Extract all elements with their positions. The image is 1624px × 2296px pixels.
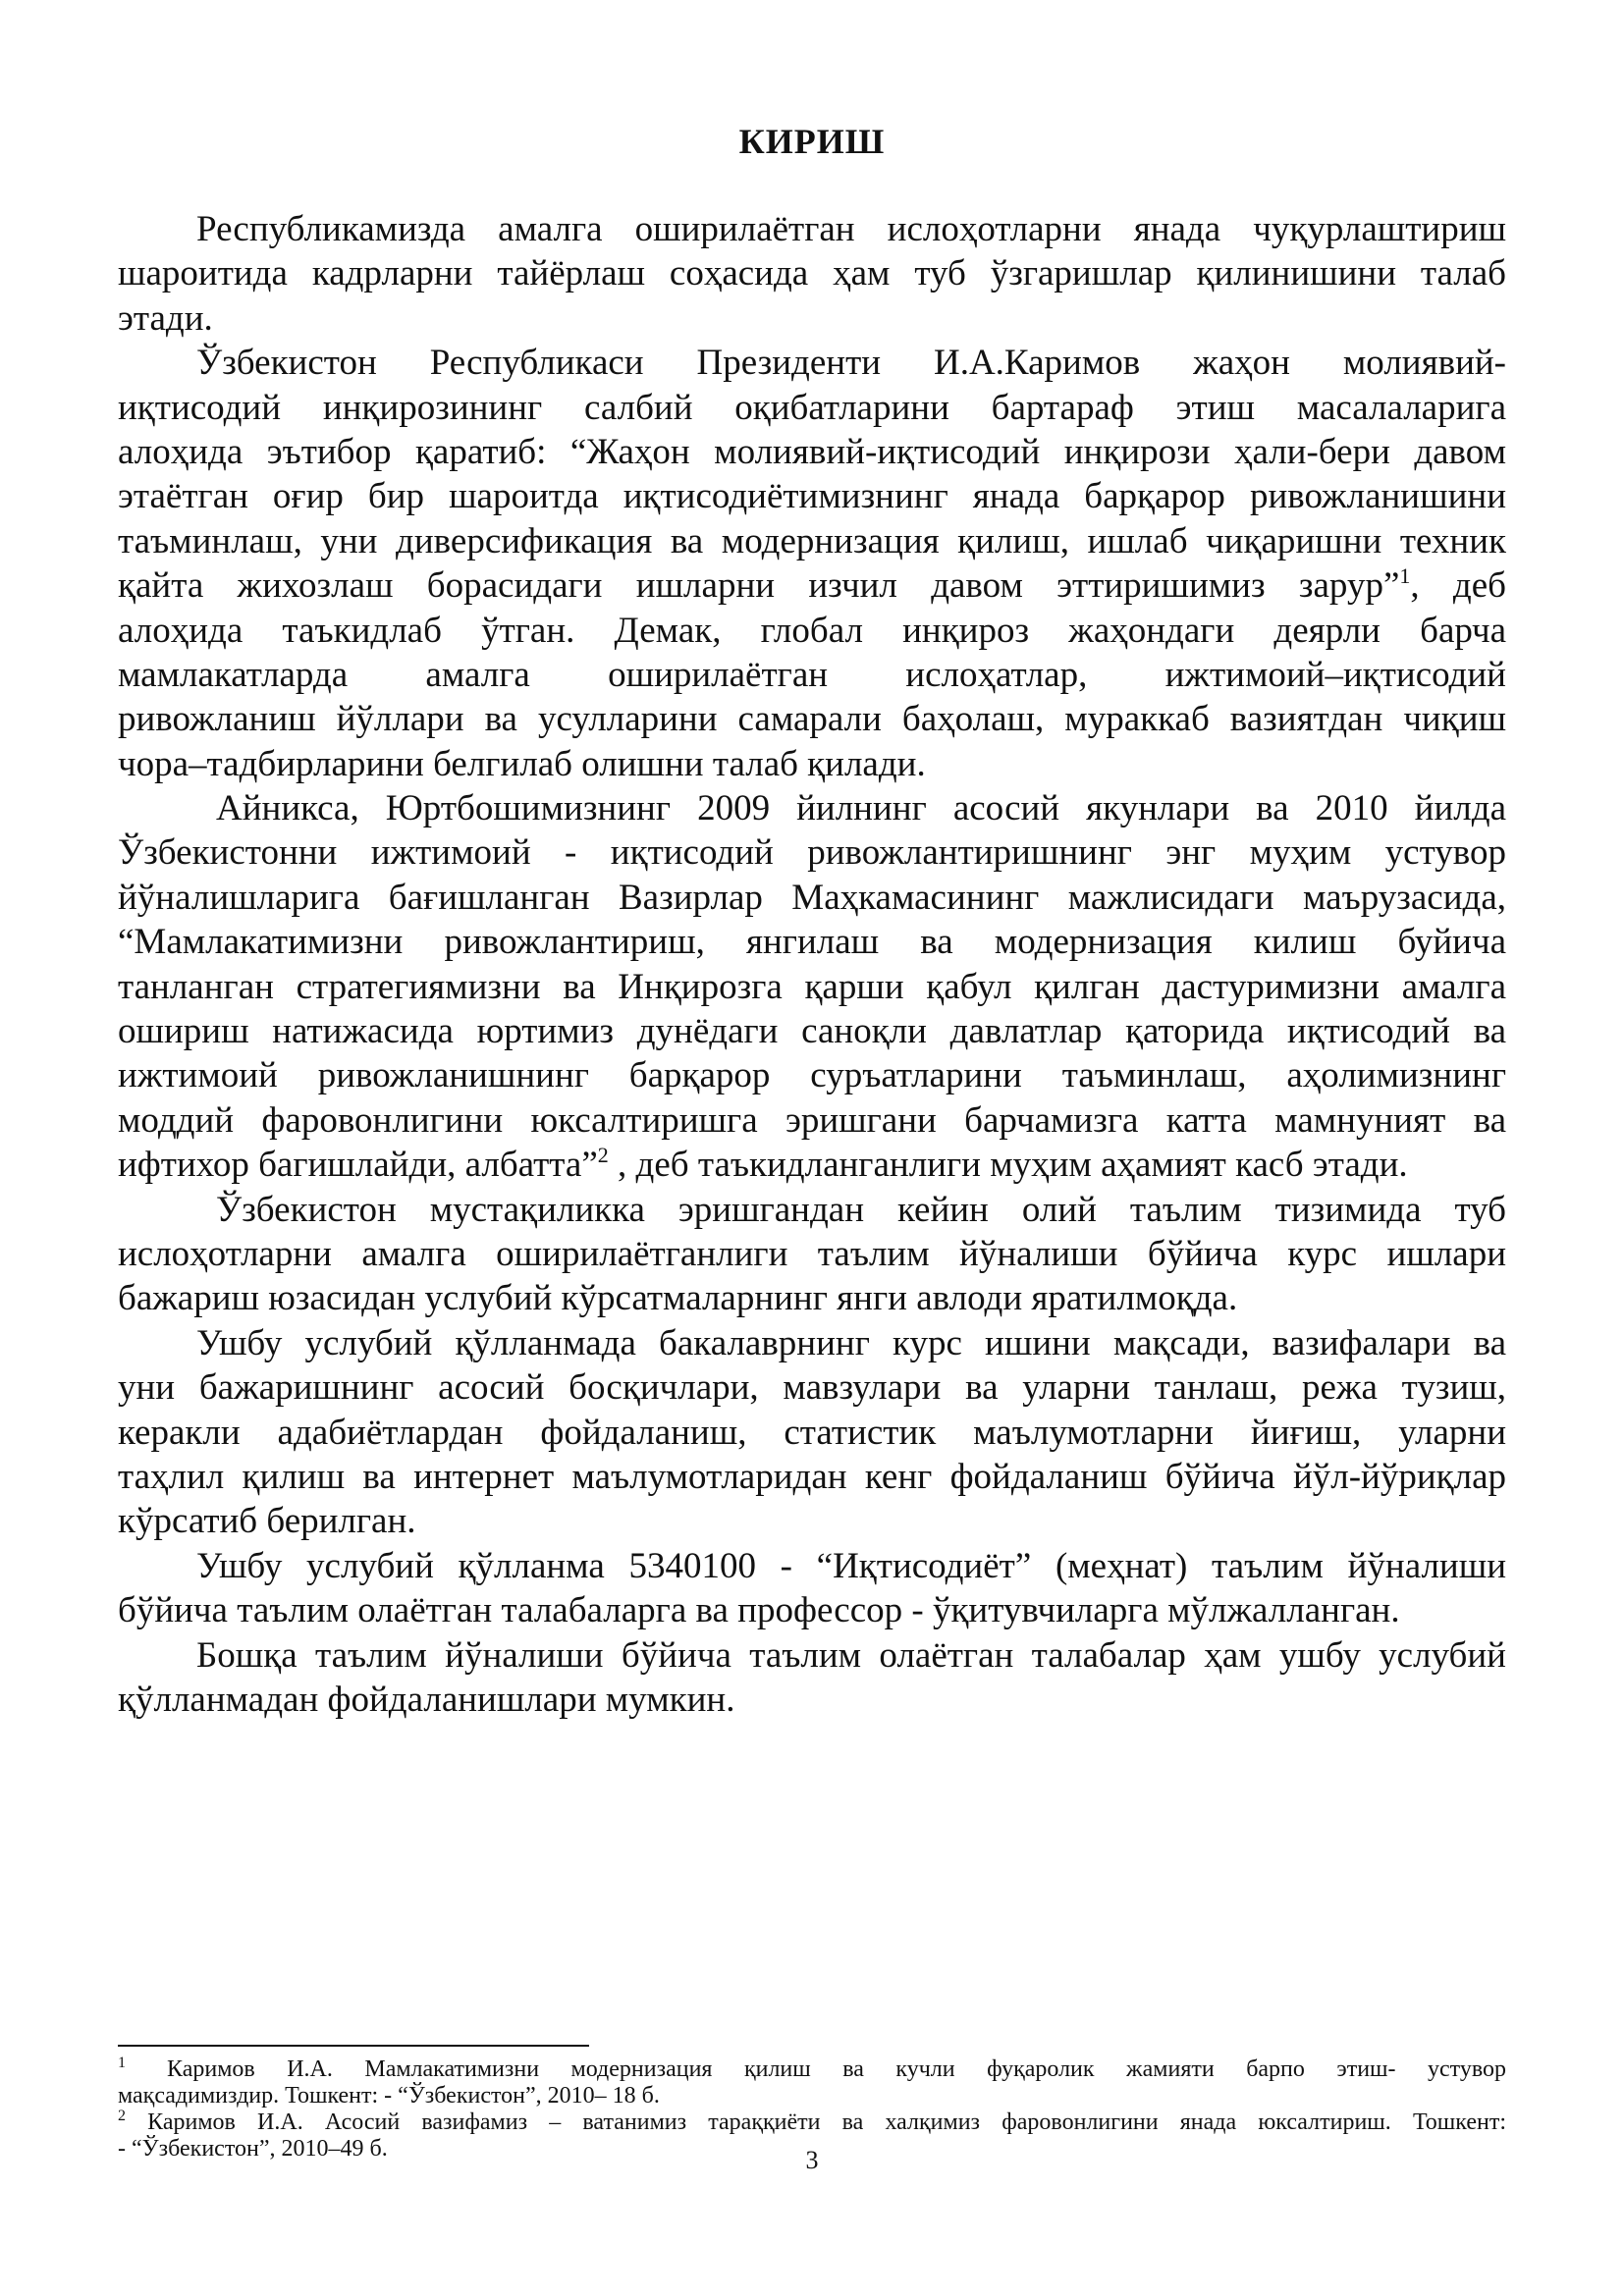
paragraph-line: бажариш юзасидан услубий кўрсатмаларнинг янги авлоди яратилмоқда.	[118, 1278, 1238, 1319]
paragraph-3	[118, 786, 1506, 1188]
footnote-text: Каримов И.А. Асосий вазифамиз – ватанимиз тараққиёти ва халқимиз фаровонлигини янада юксалтириш. Тошкент:	[126, 2109, 1506, 2135]
paragraph-line: бўйича таълим олаётган талабаларга ва профессор - ўқитувчиларга мўлжалланган.	[118, 1590, 1400, 1631]
footnote-text: Каримов И.А. Мамлакатимизни модернизация қилиш ва кучли фуқаролик жамияти барпо этиш- устувор	[167, 2056, 1506, 2082]
footnote-line	[118, 2109, 1506, 2136]
paragraph-7	[118, 1633, 1506, 1723]
paragraph-line: иқтисодий инқирозининг салбий оқибатларини бартараф этиш масалаларига	[118, 387, 1506, 428]
footnote-ref-2[interactable]: 2	[597, 1143, 609, 1168]
paragraph-line: ривожланиш йўллари ва усулларини самарали баҳолаш, мураккаб вазиятдан чиқиш	[118, 699, 1506, 740]
paragraph-line: ислоҳотларни амалга оширилаётганлиги таълим йўналиши бўйича курс ишлари	[118, 1233, 1506, 1274]
footnote-mark: 1	[118, 2055, 126, 2071]
text-fragment: ифтихор багишлайди, албатта”	[118, 1145, 598, 1186]
footnote-mark: 2	[118, 2108, 126, 2124]
text-fragment: қайта жихозлаш борасидаги ишларни изчил давом эттиришимиз зарур”	[118, 565, 1400, 607]
footnote-line: мақсадимиздир. Тошкент: - “Ўзбекистон”, 2010– 18 б.	[118, 2083, 660, 2109]
paragraph-line: Ўзбекистон мустақиликка эришгандан кейин олий таълим тизимида туб	[216, 1189, 1506, 1230]
paragraph-line: этаётган оғир бир шароитда иқтисодиётимизнинг янада барқарор ривожланишини	[118, 476, 1506, 517]
paragraph-line: керакли адабиётлардан фойдаланиш, статистик маълумотларни йиғиш, уларни	[118, 1412, 1506, 1453]
paragraph-line: йўналишларига бағишланган Вазирлар Маҳкамасининг мажлисидаги маърузасида,	[118, 877, 1506, 918]
paragraph-line: чора–тадбирларини белгилаб олишни талаб қилади.	[118, 743, 926, 784]
paragraph-line: алоҳида таъкидлаб ўтган. Демак, глобал инқироз жаҳондаги деярли барча	[118, 610, 1506, 651]
text-fragment: , деб таъкидланганлиги муҳим аҳамият касб этади.	[608, 1145, 1408, 1186]
paragraph-2	[118, 341, 1506, 786]
paragraph-line: таъминлаш, уни диверсификация ва модернизация қилиш, ишлаб чиқаришни техник	[118, 520, 1506, 561]
paragraph-line: Республикамизда амалга оширилаётган ислоҳотларни янада чуқурлаштириш	[196, 209, 1506, 249]
paragraph-4	[118, 1188, 1506, 1321]
paragraph-line: уни бажаришнинг асосий босқичлари, мавзулари ва уларни танлаш, режа тузиш,	[118, 1367, 1506, 1409]
paragraph-line: мамлакатларда амалга оширилаётган ислоҳатлар, ижтимоий–иқтисодий	[118, 654, 1506, 695]
paragraph-line: “Мамлакатимизни ривожлантириш, янгилаш ва модернизация килиш буйича	[118, 922, 1506, 963]
text-fragment: , деб	[1410, 565, 1506, 607]
paragraph-6	[118, 1544, 1506, 1633]
paragraph-line: Ўзбекистонни ижтимоий - иқтисодий ривожлантиришнинг энг муҳим устувор	[118, 832, 1506, 874]
paragraph-line: таҳлил қилиш ва интернет маълумотларидан кенг фойдаланиш бўйича йўл-йўриқлар	[118, 1456, 1506, 1497]
paragraph-line: шароитида кадрларни тайёрлаш соҳасида ҳам туб ўзгаришлар қилинишини талаб	[118, 253, 1506, 294]
paragraph-line: ошириш натижасида юртимиз дунёдаги саноқли давлатлар қаторида иқтисодий ва	[118, 1011, 1506, 1052]
paragraph-line-with-footnote	[118, 563, 1506, 608]
footnote-line: - “Ўзбекистон”, 2010–49 б.	[118, 2136, 388, 2162]
paragraph-line: моддий фаровонлигини юксалтиришга эришгани барчамизга катта мамнуният ва	[118, 1099, 1506, 1141]
paragraph-line: Бошқа таълим йўналиши бўйича таълим олаётган талабалар ҳам ушбу услубий	[196, 1634, 1506, 1676]
paragraph-line: кўрсатиб берилган.	[118, 1501, 416, 1542]
paragraph-5	[118, 1321, 1506, 1544]
paragraph-line: этади.	[118, 297, 213, 339]
paragraph-line: алоҳида эътибор қаратиб: “Жаҳон молиявий-иқтисодий инқирози ҳали-бери давом	[118, 431, 1506, 472]
page-title: КИРИШ	[738, 122, 886, 161]
footnote-line	[118, 2056, 1506, 2083]
footnote-separator	[118, 2045, 589, 2047]
footnote-ref-1[interactable]: 1	[1399, 563, 1411, 589]
paragraph-line: Ушбу услубий қўлланмада бакалаврнинг курс ишини мақсади, вазифалари ва	[196, 1322, 1506, 1363]
footnote-1	[118, 2056, 1506, 2109]
paragraph-line: Ушбу услубий қўлланма 5340100 - “Иқтисодиёт” (меҳнат) таълим йўналиши	[196, 1545, 1506, 1586]
paragraph-line: танланган стратегиямизни ва Инқирозга қарши қабул қилган дастуримизни амалга	[118, 966, 1506, 1007]
paragraph-1	[118, 207, 1506, 341]
paragraph-line: Айникса, Юртбошимизнинг 2009 йилнинг асосий якунлари ва 2010 йилда	[216, 788, 1506, 829]
body-text	[118, 207, 1506, 1722]
page-number: 3	[805, 2146, 819, 2174]
paragraph-line: Ўзбекистон Республикаси Президенти И.А.Каримов жаҳон молиявий-	[196, 343, 1506, 384]
paragraph-line: ижтимоий ривожланишнинг барқарор суръатларини таъминлаш, аҳолимизнинг	[118, 1055, 1506, 1096]
paragraph-line-with-footnote	[118, 1143, 1506, 1187]
paragraph-line: қўлланмадан фойдаланишлари мумкин.	[118, 1679, 735, 1720]
